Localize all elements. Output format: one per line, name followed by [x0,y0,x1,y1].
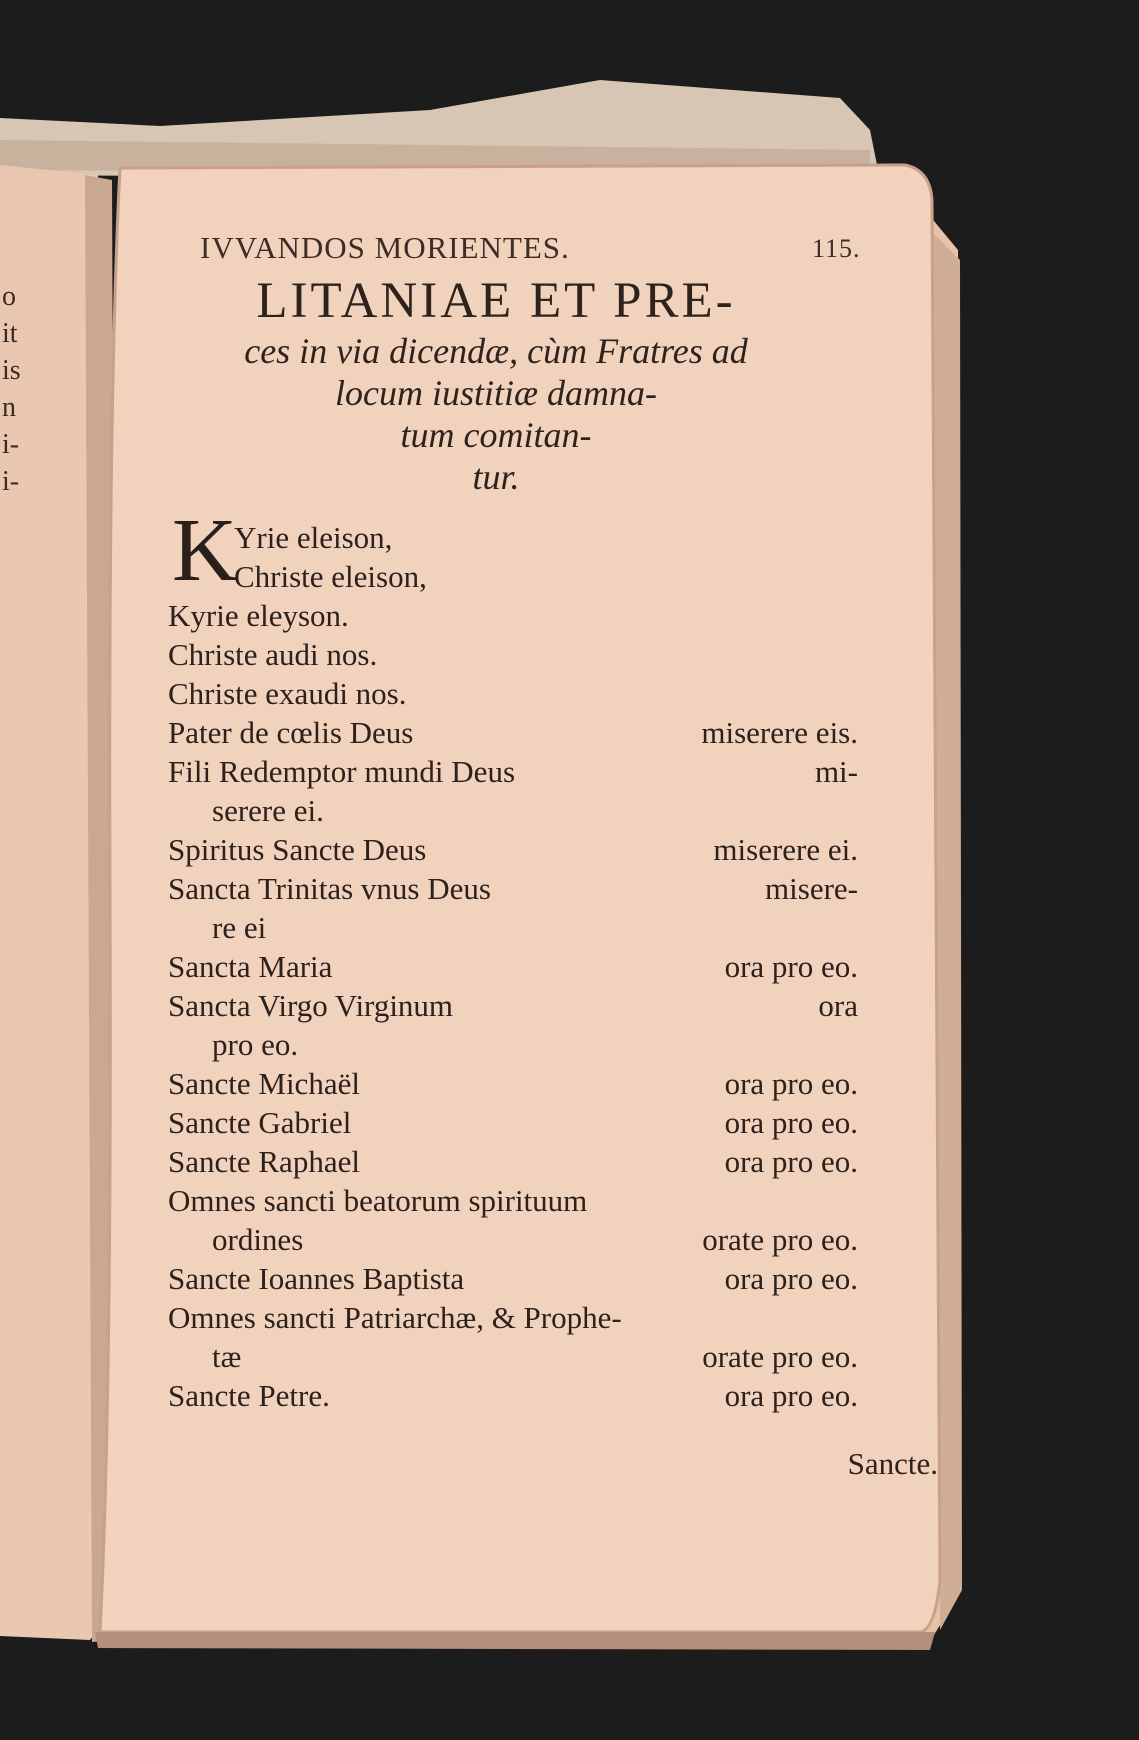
response-text: ora [818,988,858,1023]
response-text: ora pro eo. [724,949,858,984]
litany-line [168,713,858,752]
invocation-text: Christe audi nos. [168,637,378,672]
subtitle-line: locum iustitiæ damna- [335,373,657,413]
invocation-text: serere ei. [212,793,324,828]
right-page [120,168,940,1628]
litany-line [168,1220,858,1259]
subtitle-line: tur. [472,457,520,497]
response-text: mi- [814,754,858,789]
left-fragment: i- [2,429,20,460]
response-text: misere- [765,871,858,906]
subtitle-line: ces in via dicendæ, cùm Fratres ad [244,331,748,371]
litany-line [168,557,858,596]
left-fragment: is [2,355,21,386]
litany-subtitle [176,330,816,498]
invocation-text: Fili Redemptor mundi Deus [168,754,516,789]
litany-line [168,1142,858,1181]
left-fragment: o [2,281,16,312]
litany-line [168,791,858,830]
litany-title: LITANIAE ET PRE- [256,273,736,329]
litany-line [168,986,858,1025]
invocation-text: Sancta Virgo Virginum [168,988,454,1023]
litany-line [168,1376,858,1415]
litany-line [168,830,858,869]
litany-line [168,1337,858,1376]
response-text: ora pro eo. [724,1144,858,1179]
invocation-text: Christe eleison, [234,559,427,594]
invocation-text: tæ [212,1339,242,1374]
left-fragment: it [2,318,18,349]
invocation-text: Spiritus Sancte Deus [168,832,427,867]
invocation-text: ordines [212,1222,304,1257]
litany-line [168,596,858,635]
litany-line [168,518,858,557]
invocation-text: Sancta Maria [168,949,333,984]
invocation-text: Pater de cœlis Deus [168,715,414,750]
response-text: ora pro eo. [724,1261,858,1296]
page-number: 115. [812,234,861,263]
litany-line [168,635,858,674]
left-fragment: i- [2,466,20,497]
litany-line [168,908,858,947]
invocation-text: Sancte Ioannes Baptista [168,1261,465,1296]
response-text: ora pro eo. [724,1378,858,1413]
response-text: ora pro eo. [724,1105,858,1140]
litany-line [168,1259,858,1298]
invocation-text: Sancta Trinitas vnus Deus [168,871,491,906]
response-text: orate pro eo. [702,1222,858,1257]
litany-line [168,1064,858,1103]
litany-line [168,947,858,986]
litany-line [168,1103,858,1142]
invocation-text: Sancte Petre. [168,1378,330,1413]
invocation-text: pro eo. [212,1027,299,1062]
invocation-text: Christe exaudi nos. [168,676,407,711]
left-page-fragments [2,278,21,500]
invocation-text: Yrie eleison, [234,520,393,555]
response-text: miserere eis. [701,715,858,750]
running-title: IVVANDOS MORIENTES. [200,230,570,265]
invocation-text: re ei [212,910,267,945]
response-text: miserere ei. [713,832,858,867]
drop-capital: K [172,501,237,600]
invocation-text: Sancte Raphael [168,1144,360,1179]
response-text: orate pro eo. [702,1339,858,1374]
invocation-text: Omnes sancti beatorum spirituum [168,1183,588,1218]
subtitle-line: tum comitan- [400,415,592,455]
litany-line [168,752,858,791]
invocation-text: Sancte Michaël [168,1066,360,1101]
litany-line [168,1025,858,1064]
response-text: ora pro eo. [724,1066,858,1101]
litany-line [168,674,858,713]
litany-line [168,869,858,908]
catchword: Sancte. [847,1446,938,1481]
litany-body [168,518,858,1415]
litany-line [168,1298,858,1337]
litany-line [168,1181,858,1220]
invocation-text: Kyrie eleyson. [168,598,349,633]
invocation-text: Omnes sancti Patriarchæ, & Prophe- [168,1300,622,1335]
left-fragment: n [2,392,16,423]
invocation-text: Sancte Gabriel [168,1105,352,1140]
